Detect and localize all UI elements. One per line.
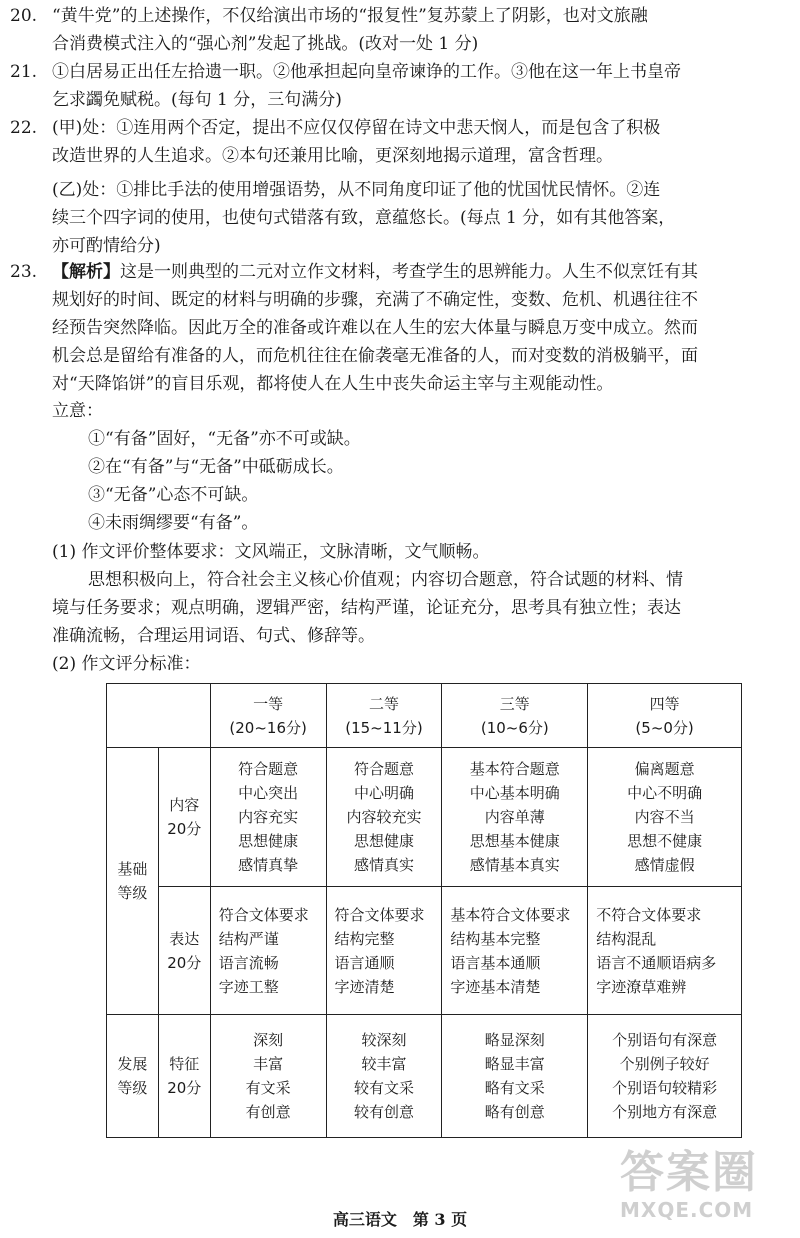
answer-text: 亦可酌情给分)	[52, 236, 161, 256]
question-22	[10, 114, 792, 260]
table-cell: 基本符合文体要求 结构基本完整 语言基本通顺 字迹基本清楚	[442, 886, 588, 1015]
table-cell: 不符合文体要求 结构混乱 语言不通顺语病多 字迹潦草难辨	[588, 886, 742, 1015]
answer-text: (甲)处：①连用两个否定，提出不应仅仅停留在诗文中悲天悯人，而是包含了积极	[52, 118, 661, 138]
answer-text: 规划好的时间、既定的材料与明确的步骤，充满了不确定性，变数、危机、机遇往往不	[52, 290, 698, 310]
liyi-item: ③“无备”心态不可缺。	[88, 485, 259, 505]
requirement-detail: 境与任务要求；观点明确，逻辑严密，结构严谨，论证充分，思考具有独立性；表达	[52, 598, 681, 618]
answer-text: 经预告突然降临。因此万全的准备或许难以在人生的宏大体量与瞬息万变中成立。然而	[52, 318, 698, 338]
answer-text: 对“天降馅饼”的盲目乐观，都将使人在人生中丧失命运主宰与主观能动性。	[52, 374, 614, 394]
requirement-detail: 准确流畅，合理运用词语、句式、修辞等。	[52, 626, 375, 646]
analysis-tag: 【解析】	[52, 262, 120, 282]
table-corner-cell	[107, 684, 211, 748]
table-row-content	[107, 748, 742, 887]
liyi-item: ①“有备”固好，“无备”亦不可或缺。	[88, 429, 361, 449]
requirement-detail: 思想积极向上，符合社会主义核心价值观；内容切合题意，符合试题的材料、情	[88, 570, 683, 590]
table-cell: 较深刻 较丰富 较有文采 较有创意	[326, 1015, 442, 1138]
watermark-logo: 答案圈 MXQE.COM	[620, 1147, 758, 1222]
grade-header: 二等 (15~11分)	[326, 684, 442, 748]
grade-header: 四等 (5~0分)	[588, 684, 742, 748]
table-row-expression	[107, 886, 742, 1015]
answer-text: 合消费模式注入的“强心剂”发起了挑战。(改对一处 1 分)	[52, 34, 479, 54]
liyi-item: ④未雨绸缪要“有备”。	[88, 513, 259, 533]
grade-header: 三等 (10~6分)	[442, 684, 588, 748]
question-21	[10, 58, 792, 114]
content-label: 内容 20分	[158, 748, 210, 887]
table-row-feature	[107, 1015, 742, 1138]
table-cell: 偏离题意 中心不明确 内容不当 思想不健康 感情虚假	[588, 748, 742, 887]
question-20	[10, 2, 792, 58]
table-header-row	[107, 684, 742, 748]
development-level-label: 发展 等级	[107, 1015, 159, 1138]
table-cell: 符合题意 中心突出 内容充实 思想健康 感情真挚	[210, 748, 326, 887]
answer-text: 这是一则典型的二元对立作文材料，考查学生的思辨能力。人生不似烹饪有其	[120, 262, 698, 282]
answer-text: 改造世界的人生追求。②本句还兼用比喻，更深刻地揭示道理，富含哲理。	[52, 146, 613, 166]
answer-text: 机会总是留给有准备的人，而危机往往在偷袭毫无准备的人，而对变数的消极躺平，面	[52, 346, 698, 366]
expression-label: 表达 20分	[158, 886, 210, 1015]
table-cell: 符合题意 中心明确 内容较充实 思想健康 感情真实	[326, 748, 442, 887]
answer-text: (乙)处：①排比手法的使用增强语势，从不同角度印证了他的忧国忧民情怀。②连	[52, 180, 661, 200]
table-cell: 符合文体要求 结构完整 语言通顺 字迹清楚	[326, 886, 442, 1015]
scoring-table	[106, 683, 742, 1138]
answer-text: “黄牛党”的上述操作，不仅给演出市场的“报复性”复苏蒙上了阴影，也对文旅融	[52, 6, 648, 26]
grade-header: 一等 (20~16分)	[210, 684, 326, 748]
liyi-label: 立意：	[52, 401, 103, 421]
table-cell: 个别语句有深意 个别例子较好 个别语句较精彩 个别地方有深意	[588, 1015, 742, 1138]
liyi-item: ②在“有备”与“无备”中砥砺成长。	[88, 457, 344, 477]
table-cell: 符合文体要求 结构严谨 语言流畅 字迹工整	[210, 886, 326, 1015]
answer-text: ①白居易正出任左拾遗一职。②他承担起向皇帝谏诤的工作。③他在这一年上书皇帝	[52, 62, 681, 82]
question-number: 21.	[10, 62, 38, 82]
table-cell: 深刻 丰富 有文采 有创意	[210, 1015, 326, 1138]
basic-level-label: 基础 等级	[107, 748, 159, 1015]
requirement-1: (1) 作文评价整体要求：文风端正，文脉清晰，文气顺畅。	[52, 542, 490, 562]
answer-text: 乞求蠲免赋税。(每句 1 分，三句满分)	[52, 90, 342, 110]
table-cell: 基本符合题意 中心基本明确 内容单薄 思想基本健康 感情基本真实	[442, 748, 588, 887]
question-number: 20.	[10, 6, 38, 26]
table-cell: 略显深刻 略显丰富 略有文采 略有创意	[442, 1015, 588, 1138]
feature-label: 特征 20分	[158, 1015, 210, 1138]
answer-text: 续三个四字词的使用，也使句式错落有致，意蕴悠长。(每点 1 分，如有其他答案，	[52, 208, 676, 228]
question-23	[10, 258, 792, 398]
question-number: 23.	[10, 262, 38, 282]
requirement-2: (2) 作文评分标准：	[52, 654, 201, 674]
question-number: 22.	[10, 118, 38, 138]
page-footer: 高三语文 第 3 页	[332, 1210, 468, 1229]
